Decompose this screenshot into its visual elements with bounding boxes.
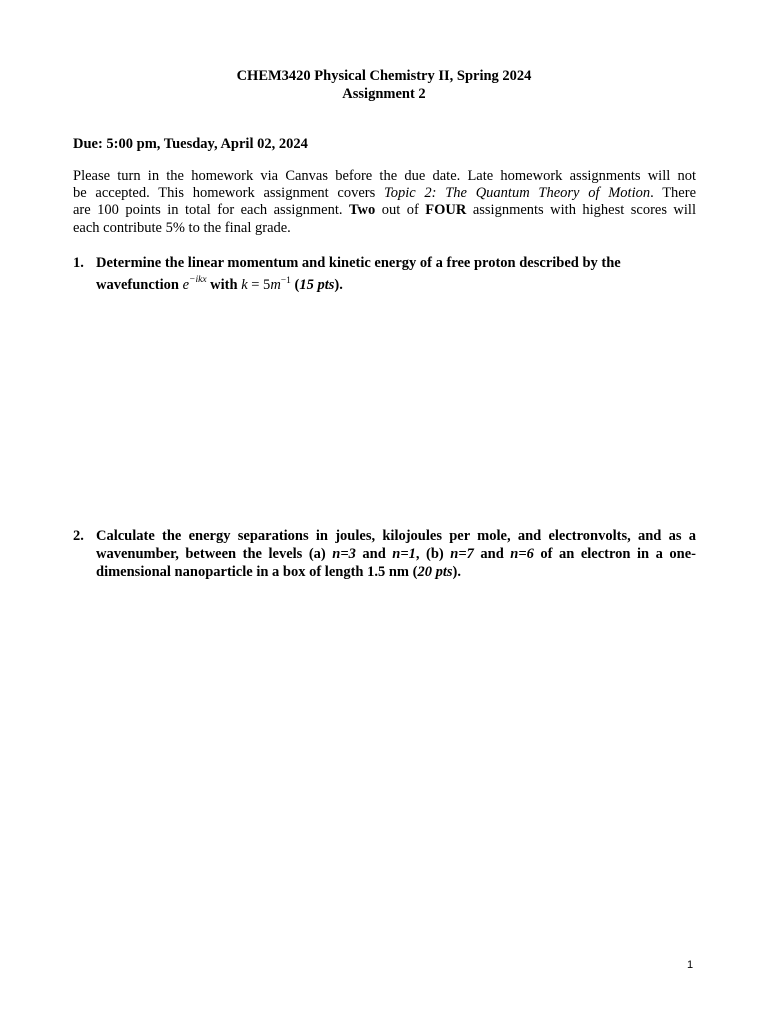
math-exponent: −1	[280, 276, 291, 286]
question-text-fragment: wavenumber, between the levels (a)	[96, 546, 333, 562]
question-line: Determine the linear momentum and kinetic energy of a free proton described by the	[96, 255, 621, 271]
document-header	[0, 67, 768, 103]
assignment-title: Assignment 2	[342, 86, 426, 102]
question-text-fragment: and	[355, 546, 393, 562]
question-line	[96, 563, 696, 581]
instructions-line	[73, 202, 696, 219]
question-points: 20 pts	[417, 564, 453, 580]
instructions-line: each contribute 5% to the final grade.	[73, 219, 291, 236]
math-m: m	[270, 277, 281, 293]
question-text-fragment: ).	[452, 564, 461, 580]
instructions-text: are 100 points in total for each assignment.	[73, 202, 349, 219]
quantum-number: n=7	[450, 546, 474, 562]
math-equals: = 5	[247, 277, 271, 293]
math-k: k	[241, 277, 248, 293]
question-text-fragment: dimensional nanoparticle in a box of length 1.5 nm (	[96, 564, 418, 580]
question-line	[96, 275, 696, 297]
instructions-line	[73, 185, 696, 202]
quantum-number: n=3	[332, 546, 356, 562]
question-text-fragment: and	[473, 546, 511, 562]
instructions-text: assignments with highest scores will	[466, 202, 696, 219]
question-text-fragment: (	[290, 277, 300, 293]
question-text-fragment: , (b)	[415, 546, 451, 562]
instructions-text: out of	[375, 202, 426, 219]
quantum-number: n=1	[392, 546, 416, 562]
due-date: Due: 5:00 pm, Tuesday, April 02, 2024	[73, 136, 308, 152]
instructions-paragraph	[73, 168, 696, 237]
emphasis-four: FOUR	[425, 202, 467, 219]
question-text	[96, 254, 696, 297]
emphasis-two: Two	[348, 202, 376, 219]
question-line	[96, 545, 696, 563]
question-text-fragment: with	[206, 277, 242, 293]
question-text-fragment: ).	[334, 277, 343, 293]
course-title: CHEM3420 Physical Chemistry II, Spring 2024	[236, 68, 532, 84]
instructions-text: . There	[650, 185, 697, 202]
topic-name: Topic 2: The Quantum Theory of Motion	[384, 185, 651, 202]
question-number: 1.	[73, 255, 84, 271]
question-points: 15 pts	[299, 277, 335, 293]
question-text-fragment: wavefunction	[96, 277, 183, 293]
question-line: Calculate the energy separations in joules, kilojoules per mole, and electronvolts, and as a	[96, 528, 696, 544]
instructions-line: Please turn in the homework via Canvas before the due date. Late homework assignments will not	[73, 168, 696, 184]
page-number: 1	[687, 959, 694, 971]
instructions-text: be accepted. This homework assignment covers	[73, 185, 384, 202]
question-number: 2.	[73, 528, 84, 544]
math-e: e	[182, 277, 190, 293]
question-text-fragment: of an electron in a one-	[533, 546, 696, 562]
question-text	[96, 527, 696, 581]
math-exponent: −ikx	[189, 275, 207, 285]
quantum-number: n=6	[510, 546, 534, 562]
